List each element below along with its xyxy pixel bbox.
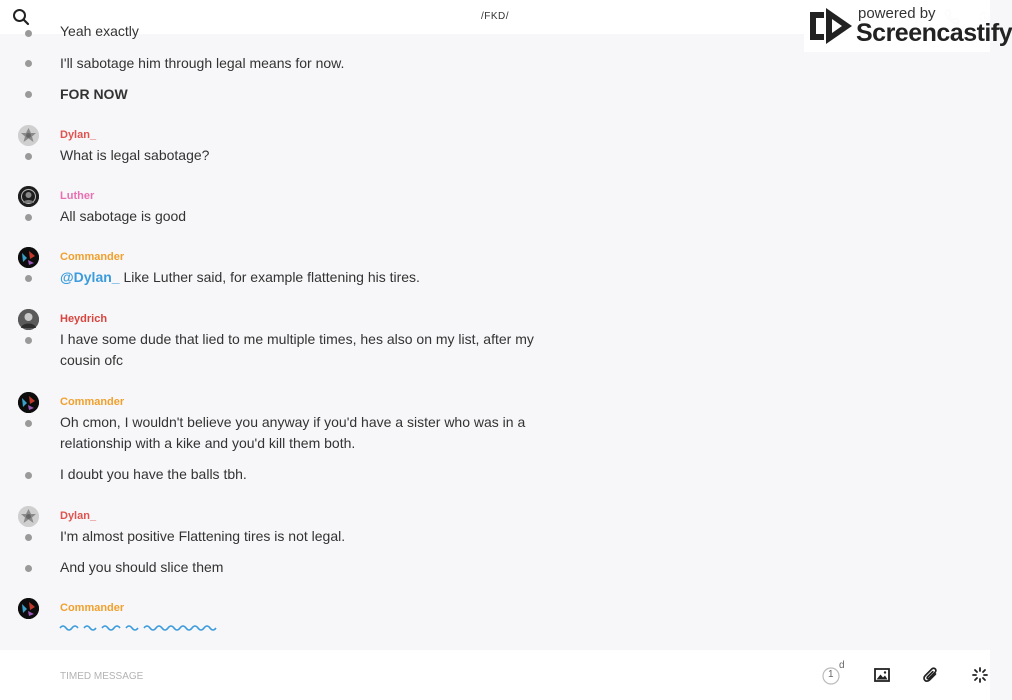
message-bullet [25,153,32,160]
message-bullet [25,91,32,98]
message-author[interactable]: Commander [60,396,125,408]
message-text: All sabotage is good [60,208,187,224]
timer-button[interactable] [822,660,845,685]
message-text: And you should slice them [60,559,224,575]
message-bullet [25,565,32,572]
timer-value: 1 [828,669,834,680]
message-text [60,267,560,288]
message-text: I'm almost positive Flattening tires is not legal. [60,528,346,544]
timer-unit: d [839,660,845,671]
avatar-dylan[interactable] [18,125,39,146]
watermark-powered-by: powered by [858,5,936,22]
avatar-dylan[interactable] [18,506,39,527]
message-text-body: Like Luther said, for example flattening his tires. [119,269,420,285]
message-author[interactable]: Heydrich [60,313,108,325]
message-text: What is legal sabotage? [60,147,210,163]
message-author[interactable]: Commander [60,602,125,614]
avatar-commander-image [18,247,39,268]
avatar-commander[interactable] [18,247,39,268]
message-text: I have some dude that lied to me multiple times, hes also on my list, after my cousin ofc [60,331,534,368]
avatar-commander-image [18,392,39,413]
avatar-heydrich[interactable] [18,309,39,330]
message-author[interactable]: Dylan_ [60,510,97,522]
avatar-commander[interactable] [18,598,39,619]
message-bullet [25,472,32,479]
avatar-luther-image [18,186,39,207]
message-author[interactable]: Commander [60,251,125,263]
composer-bar [0,650,990,700]
paperclip-icon[interactable] [921,665,941,685]
message-bullet [25,214,32,221]
watermark-brand: Screencastify [856,19,1012,47]
cutoff-mention-text [60,623,220,631]
message-bullet [25,275,32,282]
message-bullet [25,30,32,37]
message-text: I'll sabotage him through legal means for now. [60,55,345,71]
message-bullet [25,337,32,344]
avatar-commander[interactable] [18,392,39,413]
avatar-dylan-image [18,125,39,146]
avatar-heydrich-image [18,309,39,330]
spinner-icon[interactable] [970,665,990,685]
avatar-commander-image [18,598,39,619]
message-bullet [25,60,32,67]
image-icon[interactable] [872,665,892,685]
message-text: Oh cmon, I wouldn't believe you anyway if you'd have a sister who was in a relationship with a kike and you'd kill them both. [60,414,526,451]
message-author[interactable]: Dylan_ [60,129,97,141]
message-author[interactable]: Luther [60,190,95,202]
message-bullet [25,420,32,427]
message-text: I doubt you have the balls tbh. [60,466,247,482]
message-bullet [25,534,32,541]
avatar-luther[interactable] [18,186,39,207]
channel-title: /FKD/ [480,11,510,22]
message-text: FOR NOW [60,86,128,102]
message-input[interactable] [60,668,660,684]
message-text: Yeah exactly [60,23,139,39]
user-mention[interactable]: @Dylan_ [60,269,120,285]
avatar-dylan-image [18,506,39,527]
